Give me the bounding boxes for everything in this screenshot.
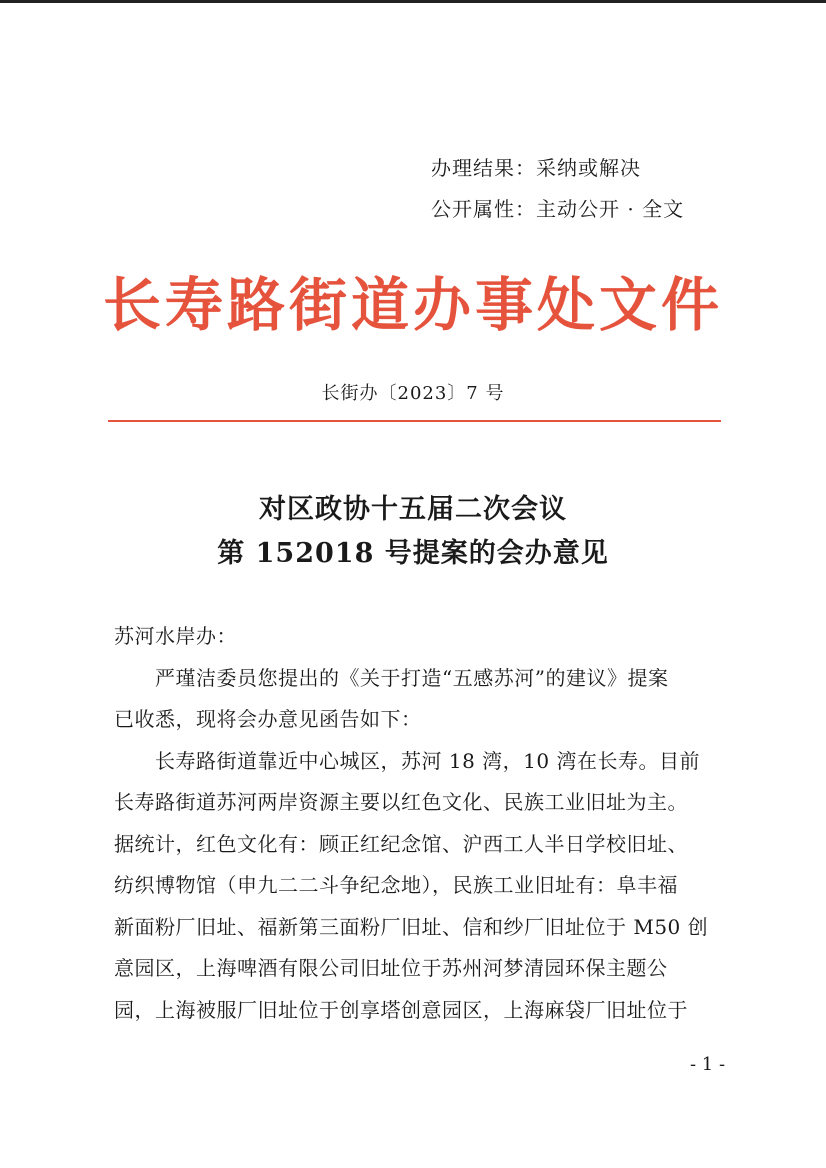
document-body [114,616,734,1031]
page-number: - 1 - [690,1054,726,1075]
disclosure-attribute: 公开属性：主动公开 · 全文 [431,197,685,221]
body-line: 已收悉，现将会办意见函告如下： [114,707,422,731]
body-line: 意园区，上海啤酒有限公司旧址位于苏州河梦清园环保主题公 [114,956,668,980]
body-line: 长寿路街道苏河两岸资源主要以红色文化、民族工业旧址为主。 [114,790,688,814]
body-line: 园，上海被服厂旧址位于创享塔创意园区，上海麻袋厂旧址位于 [114,997,688,1022]
handling-result: 办理结果：采纳或解决 [431,156,641,180]
body-line: 纺织博物馆（申九二二斗争纪念地），民族工业旧址有：阜丰福 [114,873,678,897]
body-line: 据统计，红色文化有：顾正红纪念馆、沪西工人半日学校旧址、 [114,831,688,856]
body-line: 严瑾洁委员您提出的《关于打造“五感苏河”的建议》提案 [114,665,669,690]
document-number: 长街办〔2023〕7 号 [321,383,505,404]
document-masthead: 长寿路街道办事处文件 [102,271,723,339]
document-title-line-1: 对区政协十五届二次会议 [259,494,567,525]
body-line: 长寿路街道靠近中心城区，苏河 18 湾，10 湾在长寿。目前 [114,748,700,773]
salutation: 苏河水岸办： [114,624,237,648]
page-top-border [0,0,826,3]
document-title-line-2: 第 152018 号提案的会办意见 [217,538,609,569]
red-divider-line [108,420,721,422]
body-line: 新面粉厂旧址、福新第三面粉厂旧址、信和纱厂旧址位于 M50 创 [114,914,709,939]
